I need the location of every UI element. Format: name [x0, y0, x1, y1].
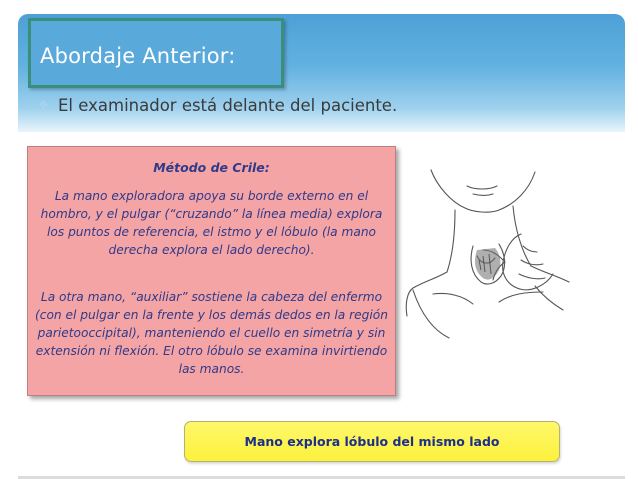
- crile-heading: Método de Crile:: [153, 160, 270, 175]
- slide-title: Abordaje Anterior:: [40, 44, 236, 68]
- crile-paragraph-2: La otra mano, “auxiliar” sostiene la cabeza del enfermo (con el pulgar en la frente y los demás dedos en la región parietooccipital), manteniendo el cuello en simetría y sin extensión ni flexión. El otro lóbulo se examina invirtiendo las manos.: [35, 290, 388, 376]
- neck-drawing: [403, 164, 575, 340]
- note-box: [184, 421, 560, 462]
- neck-examination-illustration: [403, 164, 575, 340]
- crile-paragraph-1: La mano exploradora apoya su borde externo en el hombro, y el pulgar (“cruzando” la línea media) explora los puntos de referencia, el istmo y el lóbulo (la mano derecha explora el lado derecho).: [40, 189, 383, 257]
- crile-method-box: [27, 146, 396, 396]
- bullet-icon: ❖: [38, 98, 49, 112]
- note-text: Mano explora lóbulo del mismo lado: [244, 434, 500, 449]
- title-box: [28, 18, 284, 88]
- bullet-item: [38, 92, 478, 118]
- bullet-text: El examinador está delante del paciente.: [58, 95, 398, 115]
